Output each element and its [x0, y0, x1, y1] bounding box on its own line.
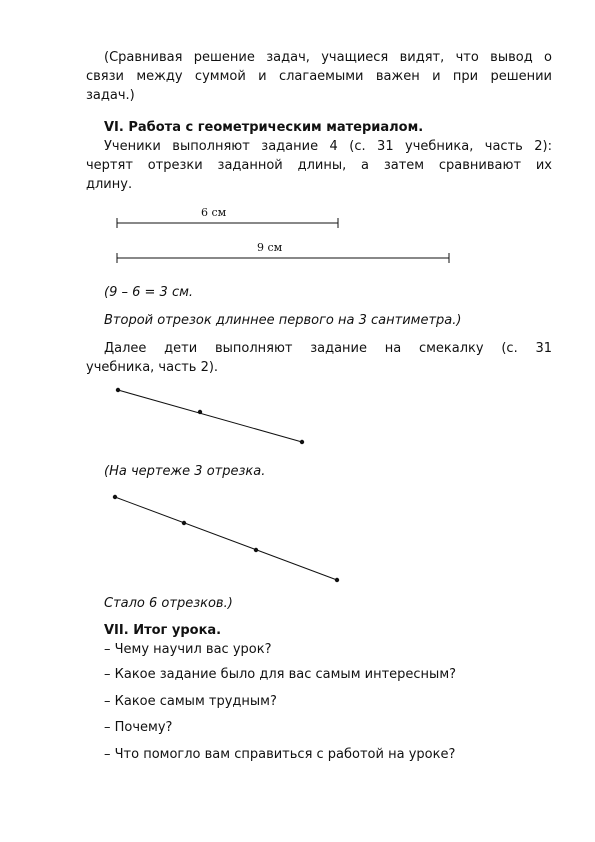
figure-1-point-c — [300, 440, 304, 444]
figure-three-segments — [116, 388, 304, 444]
segment-6cm — [117, 218, 338, 228]
section-6-text-line-1: Ученики выполняют задание 4 (с. 31 учебника, часть 2): — [104, 139, 552, 154]
question-5: – Что помогло вам справиться с работой на уроке? — [104, 747, 456, 762]
question-2: – Какое задание было для вас самым интересным? — [104, 667, 457, 682]
figure-2-point-d — [335, 578, 339, 582]
figure-2-caption: Стало 6 отрезков.) — [104, 596, 233, 611]
comparison-line: Второй отрезок длиннее первого на 3 сантиметра.) — [104, 313, 462, 328]
section-6-text-line-2: чертят отрезки заданной длины, а затем сравнивают их — [86, 158, 552, 173]
section-7-heading: VII. Итог урока. — [104, 623, 222, 638]
segment-9cm — [117, 253, 449, 263]
figure-2-point-b — [182, 521, 186, 525]
puzzle-text-line-1: Далее дети выполняют задание на смекалку (с. 31 — [104, 341, 552, 356]
figure-1-point-a — [116, 388, 120, 392]
figure-six-segments — [113, 495, 339, 582]
intro-line-1: (Сравнивая решение задач, учащиеся видят, что вывод о — [104, 50, 552, 65]
question-4: – Почему? — [104, 720, 173, 735]
equation-line: (9 – 6 = 3 см. — [104, 285, 194, 300]
segment-9cm-label: 9 см — [257, 241, 283, 254]
figure-2-point-a — [113, 495, 117, 499]
intro-line-3: задач.) — [86, 88, 135, 103]
section-6-heading: VI. Работа с геометрическим материалом. — [104, 120, 424, 135]
figure-2-point-c — [254, 548, 258, 552]
intro-line-2: связи между суммой и слагаемыми важен и при решении — [86, 69, 552, 84]
section-6-text-line-3: длину. — [86, 177, 133, 192]
question-3: – Какое самым трудным? — [104, 694, 277, 709]
segment-6cm-label: 6 см — [201, 206, 227, 219]
puzzle-text-line-2: учебника, часть 2). — [86, 360, 219, 375]
figure-1-point-b — [198, 410, 202, 414]
figure-1-caption: (На чертеже 3 отрезка. — [104, 464, 266, 479]
question-1: – Чему научил вас урок? — [104, 642, 272, 657]
